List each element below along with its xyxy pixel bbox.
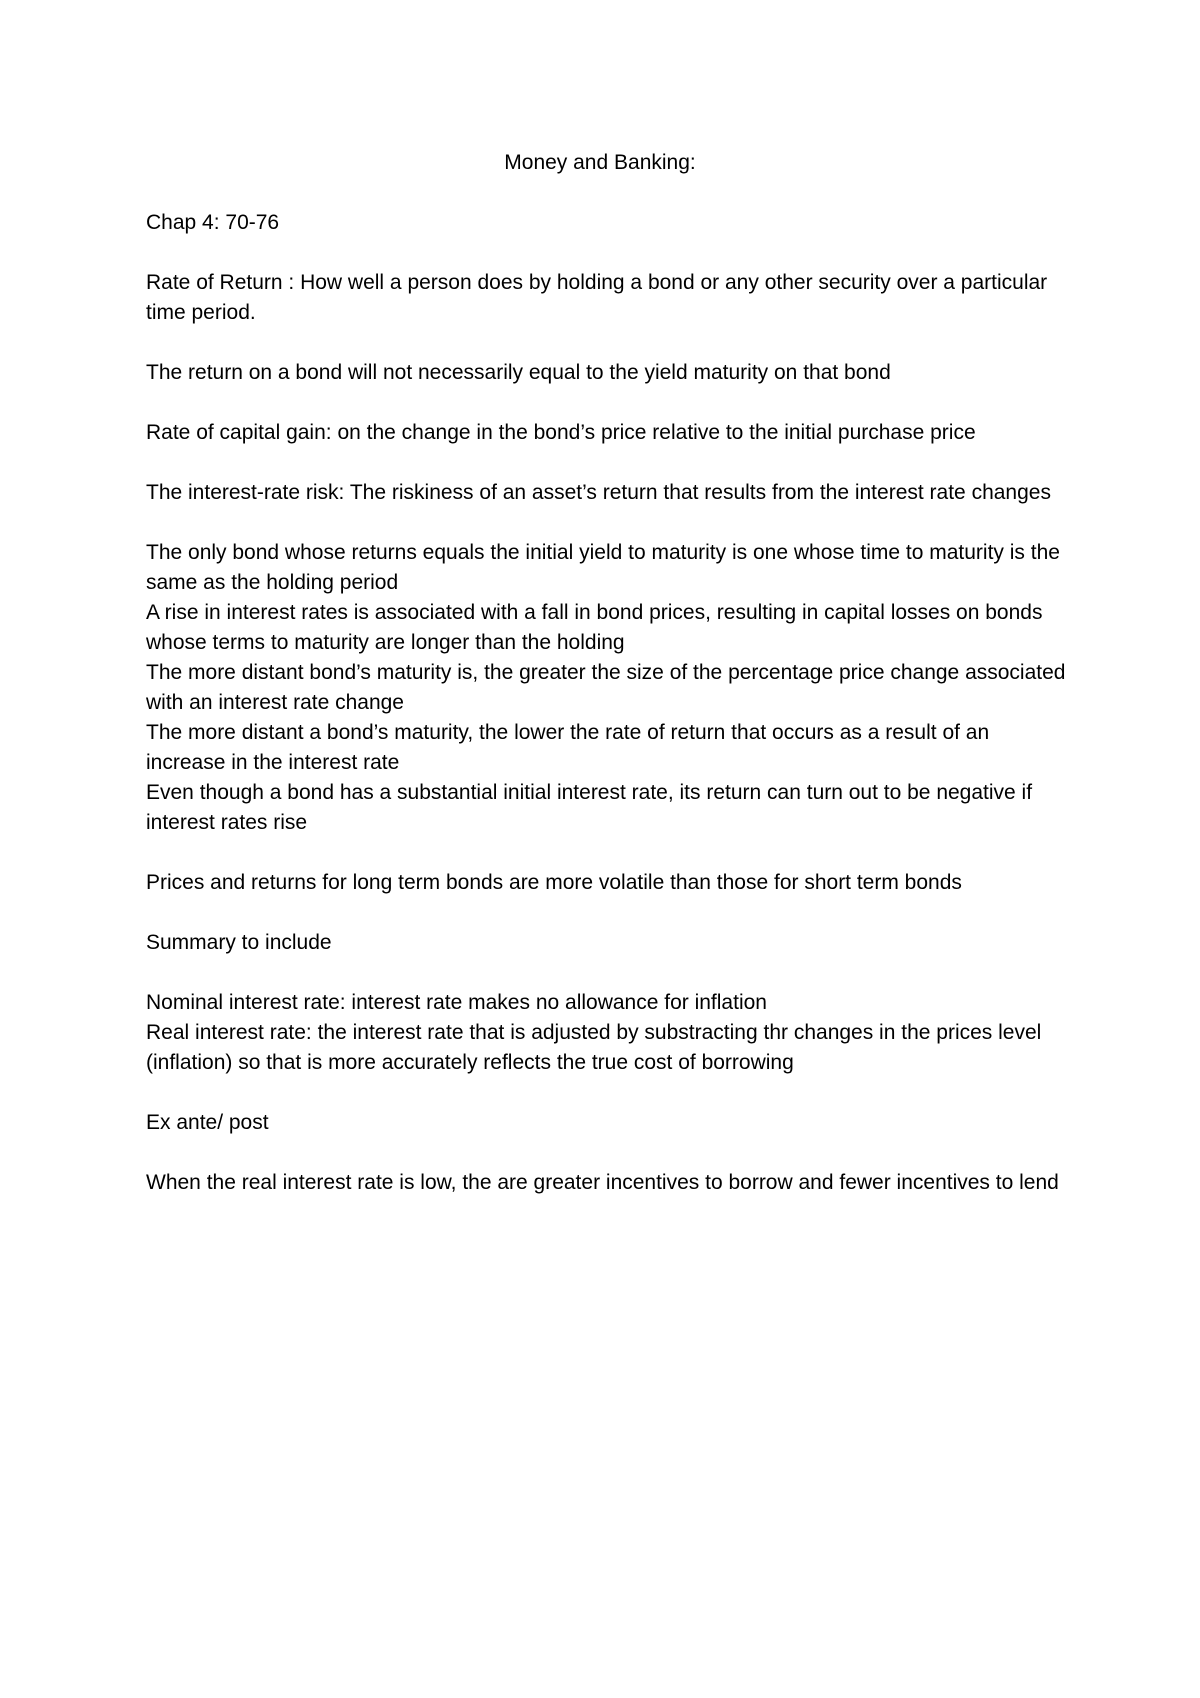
paragraph-summary: Summary to include bbox=[146, 931, 332, 954]
document-body bbox=[146, 208, 1066, 1228]
paragraph-incentives: When the real interest rate is low, the are greater incentives to borrow and fewer incentives to lend bbox=[146, 1171, 1059, 1194]
paragraph-capital-gain: Rate of capital gain: on the change in the bond’s price relative to the initial purchase price bbox=[146, 421, 976, 444]
paragraph-nominal-rate: Nominal interest rate: interest rate makes no allowance for inflation bbox=[146, 991, 767, 1014]
paragraph-ex-ante-post: Ex ante/ post bbox=[146, 1111, 269, 1134]
chapter-reference: Chap 4: 70-76 bbox=[146, 211, 280, 234]
paragraph-rate-of-return: Rate of Return : How well a person does by holding a bond or any other security over a particular time period. bbox=[146, 271, 1048, 324]
paragraph-negative-return: Even though a bond has a substantial initial interest rate, its return can turn out to be negative if interest rates rise bbox=[146, 781, 1033, 834]
paragraph-interest-rate-risk: The interest-rate risk: The riskiness of an asset’s return that results from the interest rate changes bbox=[146, 481, 1051, 504]
paragraph-bond-return: The return on a bond will not necessarily equal to the yield maturity on that bond bbox=[146, 361, 891, 384]
paragraph-distant-maturity-return: The more distant a bond’s maturity, the lower the rate of return that occurs as a result of an increase in the interest rate bbox=[146, 721, 990, 774]
paragraph-distant-maturity-price: The more distant bond’s maturity is, the greater the size of the percentage price change associated with an interest rate change bbox=[146, 661, 1066, 714]
paragraph-volatility: Prices and returns for long term bonds are more volatile than those for short term bonds bbox=[146, 871, 962, 894]
document-title: Money and Banking: bbox=[504, 151, 696, 174]
paragraph-real-rate: Real interest rate: the interest rate that is adjusted by substracting thr changes in the prices level (inflation) so that is more accurately reflects the true cost of borrowing bbox=[146, 1021, 1042, 1074]
paragraph-holding-period: The only bond whose returns equals the initial yield to maturity is one whose time to maturity is the same as the holding period bbox=[146, 541, 1060, 594]
paragraph-rate-rise: A rise in interest rates is associated with a fall in bond prices, resulting in capital losses on bonds whose terms to maturity are longer than the holding bbox=[146, 601, 1043, 654]
